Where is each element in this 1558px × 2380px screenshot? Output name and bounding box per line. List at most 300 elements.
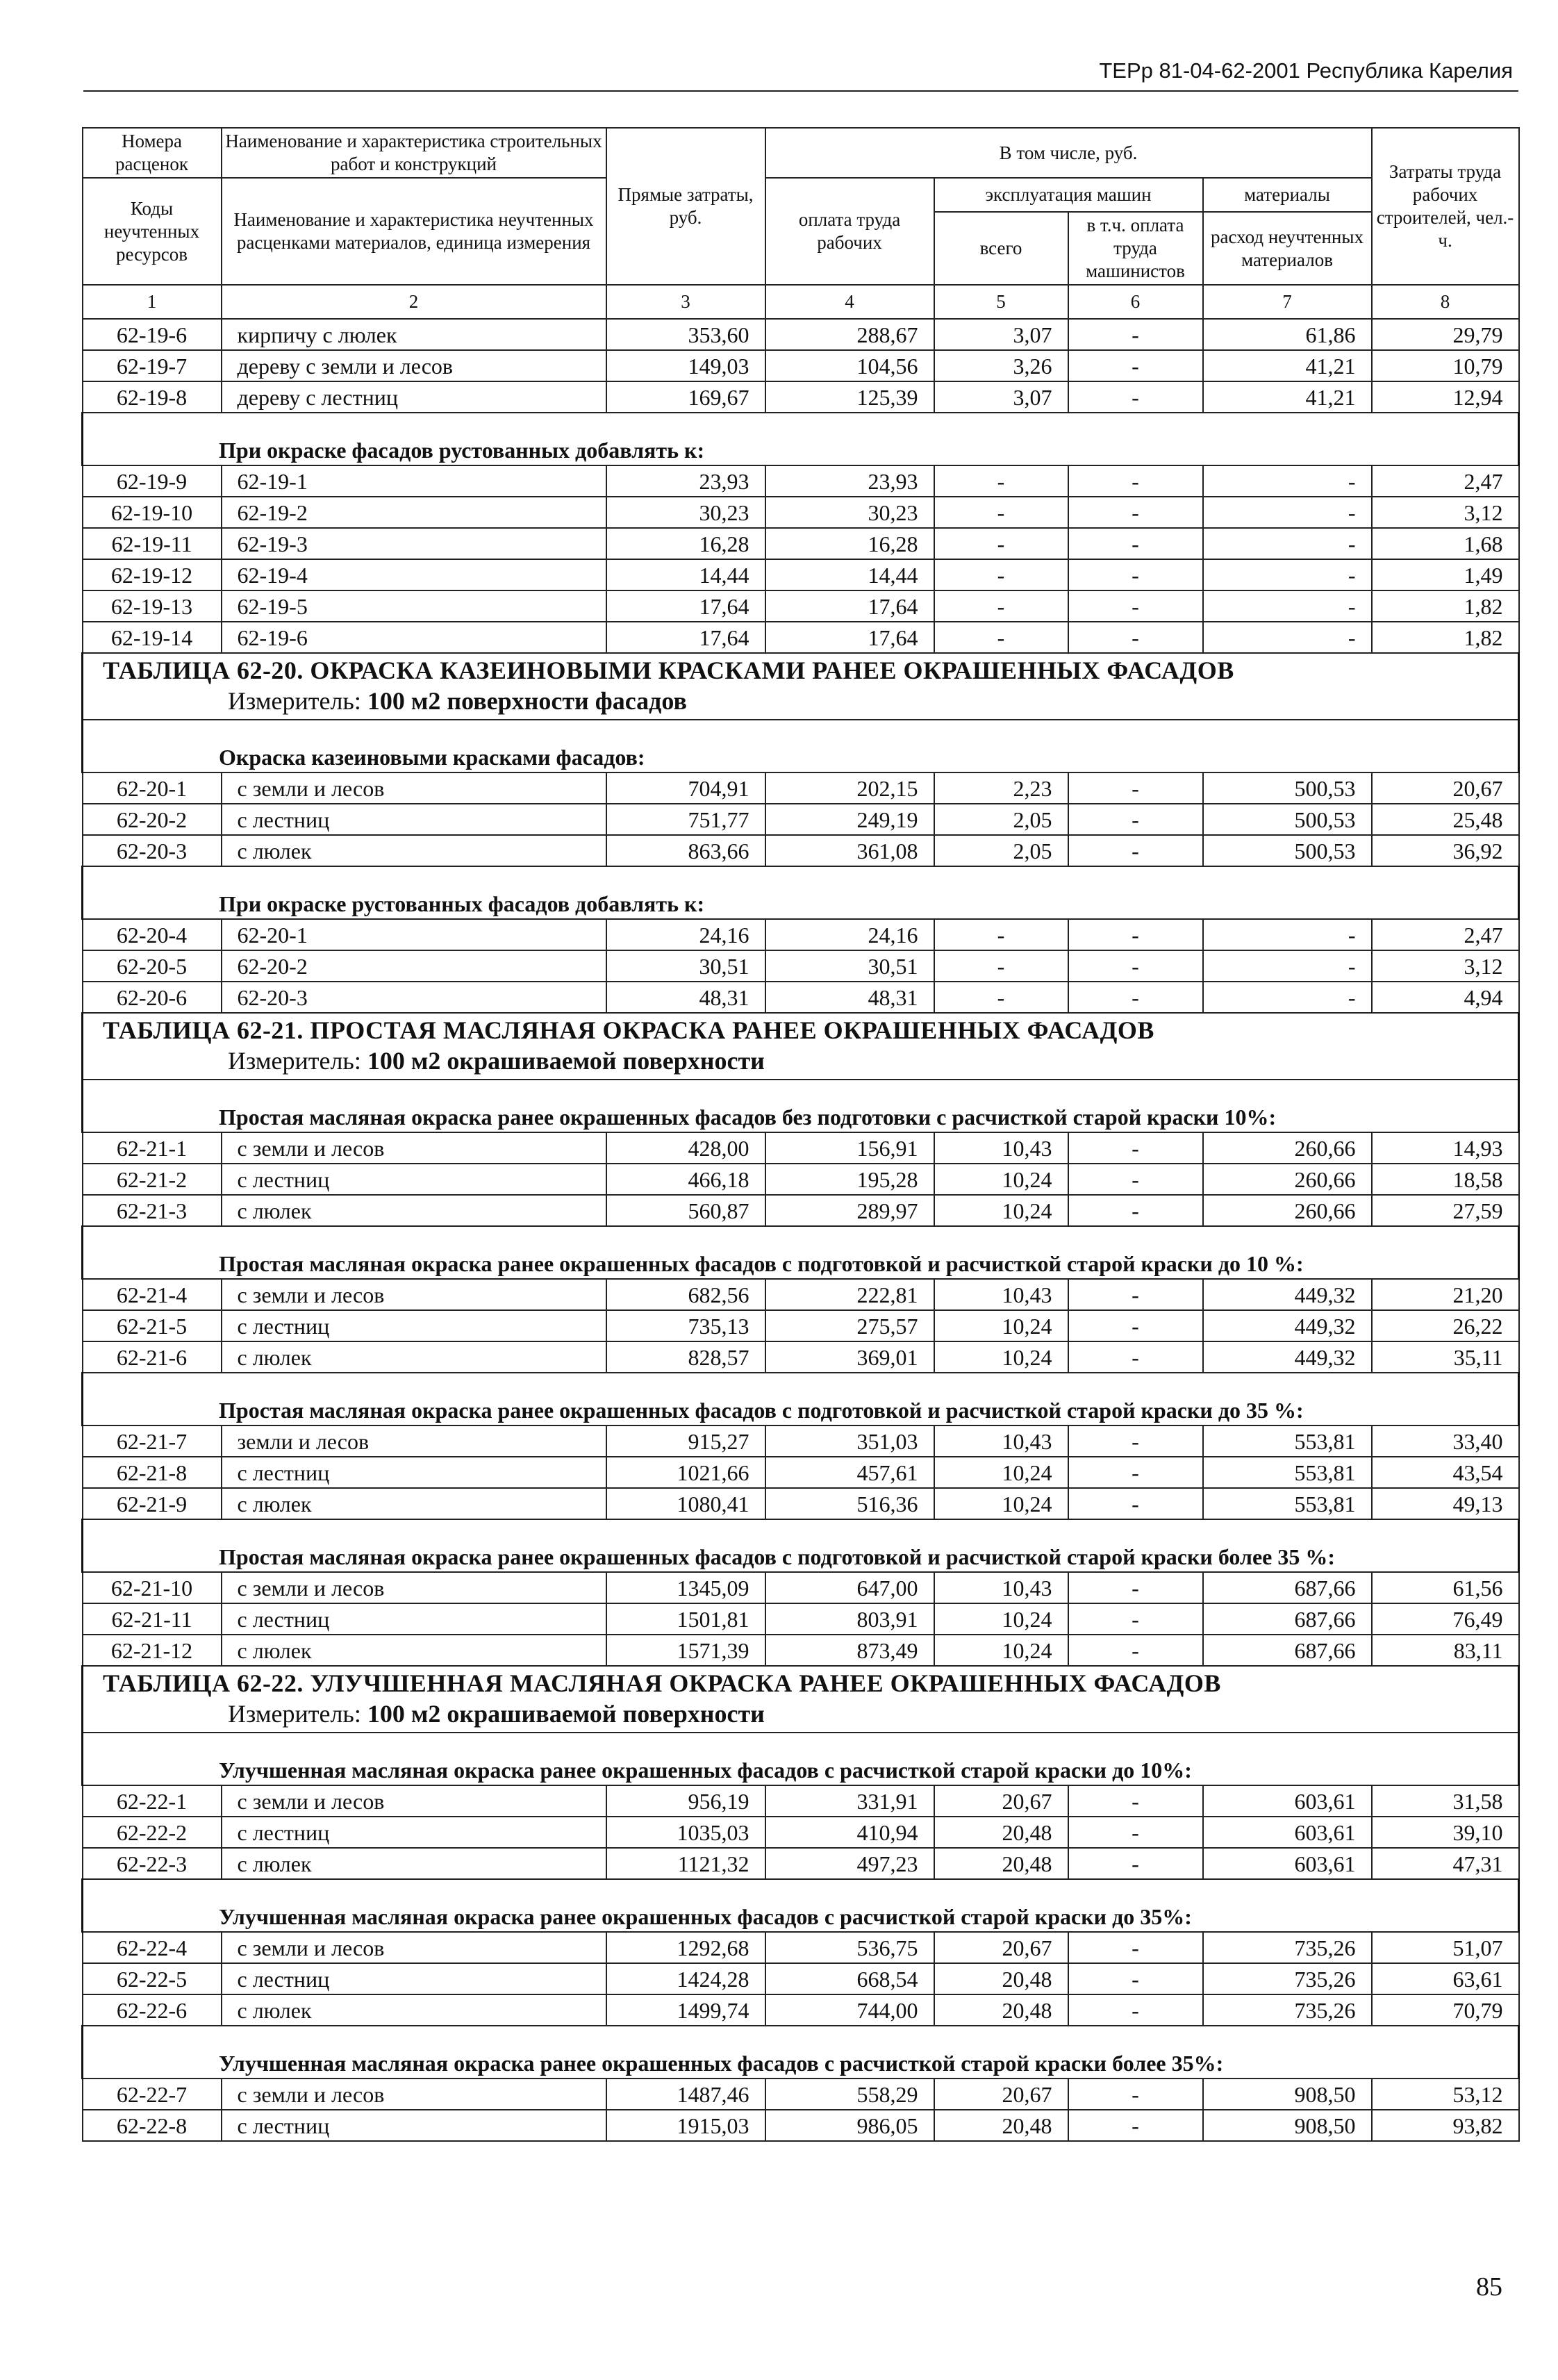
section-heading: Простая масляная окраска ранее окрашенных фасадов с подготовкой и расчисткой старой краски более 35 %: [83, 1519, 1519, 1572]
table-row [83, 2079, 1519, 2110]
machines-total-cell: 10,24 [934, 1457, 1068, 1488]
section-heading-row [83, 1373, 1519, 1425]
machines-labor-cell: - [1068, 2110, 1203, 2141]
materials-cell: 735,26 [1203, 1994, 1372, 2026]
work-name-cell: с люлек [222, 1635, 606, 1666]
machines-total-cell: 10,43 [934, 1279, 1068, 1310]
materials-cell: - [1203, 528, 1372, 559]
work-name-cell: кирпичу с люлек [222, 319, 606, 350]
machines-labor-cell: - [1068, 1488, 1203, 1519]
table-title-cell [83, 1013, 1519, 1080]
machines-total-cell: 3,07 [934, 319, 1068, 350]
machines-total-cell: 20,48 [934, 1994, 1068, 2026]
direct-costs-cell: 1292,68 [606, 1932, 765, 1963]
table-row [83, 1603, 1519, 1635]
measure-value: 100 м2 окрашиваемой поверхности [367, 1047, 765, 1075]
machines-total-cell: - [934, 590, 1068, 622]
table-row [83, 1195, 1519, 1226]
workers-cost-cell: 1,82 [1372, 590, 1519, 622]
section-heading-row [83, 1519, 1519, 1572]
work-name-cell: с земли и лесов [222, 1785, 606, 1817]
measure-unit [103, 1699, 1514, 1729]
labor-pay-cell: 17,64 [765, 590, 934, 622]
section-heading: Окраска казеиновыми красками фасадов: [83, 720, 1519, 772]
machines-labor-cell: - [1068, 772, 1203, 804]
section-heading: При окраске фасадов рустованных добавлять к: [83, 413, 1519, 465]
header-workers-cost: Затраты труда рабочих строителей, чел.-ч. [1372, 128, 1519, 285]
materials-cell: 687,66 [1203, 1572, 1372, 1603]
measure-label: Измеритель: [228, 1047, 361, 1075]
rate-code-cell: 62-22-4 [83, 1932, 222, 1963]
labor-pay-cell: 536,75 [765, 1932, 934, 1963]
labor-pay-cell: 457,61 [765, 1457, 934, 1488]
workers-cost-cell: 25,48 [1372, 804, 1519, 835]
workers-cost-cell: 93,82 [1372, 2110, 1519, 2141]
direct-costs-cell: 682,56 [606, 1279, 765, 1310]
direct-costs-cell: 863,66 [606, 835, 765, 866]
direct-costs-cell: 1121,32 [606, 1848, 765, 1879]
rate-code-cell: 62-20-5 [83, 950, 222, 982]
labor-pay-cell: 351,03 [765, 1425, 934, 1457]
direct-costs-cell: 353,60 [606, 319, 765, 350]
direct-costs-cell: 1915,03 [606, 2110, 765, 2141]
machines-labor-cell: - [1068, 835, 1203, 866]
labor-pay-cell: 249,19 [765, 804, 934, 835]
table-row [83, 950, 1519, 982]
machines-total-cell: 10,24 [934, 1635, 1068, 1666]
labor-pay-cell: 668,54 [765, 1963, 934, 1994]
machines-labor-cell: - [1068, 1932, 1203, 1963]
table-row [83, 772, 1519, 804]
machines-total-cell: - [934, 919, 1068, 950]
workers-cost-cell: 49,13 [1372, 1488, 1519, 1519]
section-heading: При окраске рустованных фасадов добавлять к: [83, 866, 1519, 919]
workers-cost-cell: 47,31 [1372, 1848, 1519, 1879]
machines-labor-cell: - [1068, 465, 1203, 497]
table-row [83, 1488, 1519, 1519]
machines-total-cell: - [934, 622, 1068, 653]
rate-code-cell: 62-21-5 [83, 1310, 222, 1341]
work-name-cell: с лестниц [222, 1457, 606, 1488]
table-row [83, 804, 1519, 835]
column-number: 2 [222, 285, 606, 319]
materials-cell: 735,26 [1203, 1932, 1372, 1963]
machines-labor-cell: - [1068, 622, 1203, 653]
section-heading-row [83, 720, 1519, 772]
labor-pay-cell: 23,93 [765, 465, 934, 497]
labor-pay-cell: 986,05 [765, 2110, 934, 2141]
table-row [83, 1848, 1519, 1879]
machines-total-cell: 20,48 [934, 1963, 1068, 1994]
rate-code-cell: 62-22-2 [83, 1817, 222, 1848]
measure-value: 100 м2 окрашиваемой поверхности [367, 1700, 765, 1728]
labor-pay-cell: 288,67 [765, 319, 934, 350]
machines-total-cell: 10,43 [934, 1572, 1068, 1603]
column-number: 5 [934, 285, 1068, 319]
labor-pay-cell: 125,39 [765, 381, 934, 413]
rate-code-cell: 62-19-6 [83, 319, 222, 350]
workers-cost-cell: 51,07 [1372, 1932, 1519, 1963]
machines-labor-cell: - [1068, 1310, 1203, 1341]
machines-labor-cell: - [1068, 1785, 1203, 1817]
rate-code-cell: 62-22-8 [83, 2110, 222, 2141]
rate-code-cell: 62-22-3 [83, 1848, 222, 1879]
direct-costs-cell: 1487,46 [606, 2079, 765, 2110]
materials-cell: 260,66 [1203, 1164, 1372, 1195]
direct-costs-cell: 1035,03 [606, 1817, 765, 1848]
workers-cost-cell: 33,40 [1372, 1425, 1519, 1457]
rate-code-cell: 62-21-6 [83, 1341, 222, 1373]
rate-code-cell: 62-21-4 [83, 1279, 222, 1310]
workers-cost-cell: 18,58 [1372, 1164, 1519, 1195]
work-name-cell: 62-20-1 [222, 919, 606, 950]
materials-cell: 687,66 [1203, 1635, 1372, 1666]
labor-pay-cell: 202,15 [765, 772, 934, 804]
machines-labor-cell: - [1068, 1457, 1203, 1488]
section-heading: Улучшенная масляная окраска ранее окрашенных фасадов с расчисткой старой краски более 35%: [83, 2026, 1519, 2079]
header-direct-costs: Прямые затраты, руб. [606, 128, 765, 285]
rate-code-cell: 62-19-9 [83, 465, 222, 497]
header-including: В том числе, руб. [765, 128, 1372, 178]
labor-pay-cell: 558,29 [765, 2079, 934, 2110]
work-name-cell: с люлек [222, 1341, 606, 1373]
measure-label: Измеритель: [228, 687, 361, 715]
table-row [83, 1310, 1519, 1341]
direct-costs-cell: 735,13 [606, 1310, 765, 1341]
section-heading-row [83, 1879, 1519, 1932]
table-title-cell [83, 653, 1519, 720]
materials-cell: 735,26 [1203, 1963, 1372, 1994]
direct-costs-cell: 560,87 [606, 1195, 765, 1226]
header-codes-name: Наименование и характеристика неучтенных расценками материалов, единица измерения [222, 178, 606, 285]
materials-cell: - [1203, 950, 1372, 982]
header-materials-use: расход неучтенных материалов [1203, 212, 1372, 285]
column-number: 4 [765, 285, 934, 319]
machines-total-cell: 10,24 [934, 1341, 1068, 1373]
header-codes: Коды неучтенных ресурсов [83, 178, 222, 285]
column-number: 8 [1372, 285, 1519, 319]
labor-pay-cell: 289,97 [765, 1195, 934, 1226]
labor-pay-cell: 195,28 [765, 1164, 934, 1195]
labor-pay-cell: 497,23 [765, 1848, 934, 1879]
rate-code-cell: 62-19-7 [83, 350, 222, 381]
materials-cell: 61,86 [1203, 319, 1372, 350]
direct-costs-cell: 149,03 [606, 350, 765, 381]
work-name-cell: с лестниц [222, 1963, 606, 1994]
workers-cost-cell: 21,20 [1372, 1279, 1519, 1310]
labor-pay-cell: 14,44 [765, 559, 934, 590]
materials-cell: 41,21 [1203, 350, 1372, 381]
work-name-cell: с люлек [222, 1994, 606, 2026]
table-row [83, 1164, 1519, 1195]
table-row [83, 1457, 1519, 1488]
measure-label: Измеритель: [228, 1700, 361, 1728]
table-row [83, 350, 1519, 381]
direct-costs-cell: 1499,74 [606, 1994, 765, 2026]
table-row [83, 1279, 1519, 1310]
machines-labor-cell: - [1068, 1572, 1203, 1603]
machines-labor-cell: - [1068, 497, 1203, 528]
workers-cost-cell: 63,61 [1372, 1963, 1519, 1994]
section-heading-row [83, 1080, 1519, 1132]
section-heading-row [83, 2026, 1519, 2079]
direct-costs-cell: 915,27 [606, 1425, 765, 1457]
rates-table [81, 127, 1520, 2142]
work-name-cell: с земли и лесов [222, 1572, 606, 1603]
workers-cost-cell: 14,93 [1372, 1132, 1519, 1164]
rate-code-cell: 62-21-8 [83, 1457, 222, 1488]
table-row [83, 982, 1519, 1013]
workers-cost-cell: 43,54 [1372, 1457, 1519, 1488]
table-row [83, 1425, 1519, 1457]
table-title-row [83, 653, 1519, 720]
direct-costs-cell: 24,16 [606, 919, 765, 950]
labor-pay-cell: 30,23 [765, 497, 934, 528]
direct-costs-cell: 1501,81 [606, 1603, 765, 1635]
materials-cell: 908,50 [1203, 2079, 1372, 2110]
work-name-cell: 62-19-3 [222, 528, 606, 559]
header-rate-no: Номера расценок [83, 128, 222, 178]
labor-pay-cell: 24,16 [765, 919, 934, 950]
materials-cell: 687,66 [1203, 1603, 1372, 1635]
column-numbers-row [83, 285, 1519, 319]
rate-code-cell: 62-20-6 [83, 982, 222, 1013]
rate-code-cell: 62-21-12 [83, 1635, 222, 1666]
labor-pay-cell: 516,36 [765, 1488, 934, 1519]
labor-pay-cell: 369,01 [765, 1341, 934, 1373]
machines-labor-cell: - [1068, 982, 1203, 1013]
rate-code-cell: 62-19-11 [83, 528, 222, 559]
rate-code-cell: 62-21-3 [83, 1195, 222, 1226]
column-number: 6 [1068, 285, 1203, 319]
workers-cost-cell: 20,67 [1372, 772, 1519, 804]
machines-total-cell: 10,43 [934, 1132, 1068, 1164]
workers-cost-cell: 76,49 [1372, 1603, 1519, 1635]
materials-cell: - [1203, 919, 1372, 950]
workers-cost-cell: 1,49 [1372, 559, 1519, 590]
work-name-cell: с лестниц [222, 1164, 606, 1195]
machines-total-cell: 2,05 [934, 835, 1068, 866]
rate-code-cell: 62-21-9 [83, 1488, 222, 1519]
machines-labor-cell: - [1068, 1425, 1203, 1457]
table-header [83, 128, 1519, 319]
labor-pay-cell: 873,49 [765, 1635, 934, 1666]
materials-cell: - [1203, 590, 1372, 622]
rate-code-cell: 62-21-11 [83, 1603, 222, 1635]
materials-cell: 603,61 [1203, 1817, 1372, 1848]
labor-pay-cell: 647,00 [765, 1572, 934, 1603]
machines-total-cell: 10,43 [934, 1425, 1068, 1457]
direct-costs-cell: 1571,39 [606, 1635, 765, 1666]
machines-total-cell: 2,23 [934, 772, 1068, 804]
rate-code-cell: 62-19-8 [83, 381, 222, 413]
work-name-cell: земли и лесов [222, 1425, 606, 1457]
workers-cost-cell: 4,94 [1372, 982, 1519, 1013]
work-name-cell: дереву с лестниц [222, 381, 606, 413]
table-row [83, 1932, 1519, 1963]
work-name-cell: с лестниц [222, 1817, 606, 1848]
section-heading: Простая масляная окраска ранее окрашенных фасадов с подготовкой и расчисткой старой краски до 10 %: [83, 1226, 1519, 1279]
labor-pay-cell: 222,81 [765, 1279, 934, 1310]
direct-costs-cell: 828,57 [606, 1341, 765, 1373]
labor-pay-cell: 744,00 [765, 1994, 934, 2026]
machines-labor-cell: - [1068, 804, 1203, 835]
machines-total-cell: 10,24 [934, 1603, 1068, 1635]
machines-labor-cell: - [1068, 1195, 1203, 1226]
work-name-cell: с лестниц [222, 2110, 606, 2141]
header-machines: эксплуатация машин [934, 178, 1203, 212]
workers-cost-cell: 29,79 [1372, 319, 1519, 350]
machines-total-cell: 20,67 [934, 1785, 1068, 1817]
machines-labor-cell: - [1068, 1817, 1203, 1848]
materials-cell: 41,21 [1203, 381, 1372, 413]
work-name-cell: с лестниц [222, 1310, 606, 1341]
document-title: ТЕРр 81-04-62-2001 Республика Карелия [1099, 58, 1513, 83]
direct-costs-cell: 169,67 [606, 381, 765, 413]
table-row [83, 1963, 1519, 1994]
work-name-cell: 62-19-5 [222, 590, 606, 622]
work-name-cell: 62-19-1 [222, 465, 606, 497]
section-heading: Простая масляная окраска ранее окрашенных фасадов без подготовки с расчисткой старой краски 10%: [83, 1080, 1519, 1132]
section-heading-row [83, 1733, 1519, 1785]
work-name-cell: с земли и лесов [222, 1932, 606, 1963]
direct-costs-cell: 16,28 [606, 528, 765, 559]
header-rate-name: Наименование и характеристика строительных работ и конструкций [222, 128, 606, 178]
table-row [83, 919, 1519, 950]
machines-labor-cell: - [1068, 950, 1203, 982]
workers-cost-cell: 2,47 [1372, 465, 1519, 497]
workers-cost-cell: 39,10 [1372, 1817, 1519, 1848]
materials-cell: 553,81 [1203, 1425, 1372, 1457]
direct-costs-cell: 704,91 [606, 772, 765, 804]
machines-labor-cell: - [1068, 1279, 1203, 1310]
machines-labor-cell: - [1068, 1963, 1203, 1994]
workers-cost-cell: 3,12 [1372, 497, 1519, 528]
direct-costs-cell: 751,77 [606, 804, 765, 835]
workers-cost-cell: 26,22 [1372, 1310, 1519, 1341]
work-name-cell: 62-20-2 [222, 950, 606, 982]
machines-labor-cell: - [1068, 2079, 1203, 2110]
workers-cost-cell: 83,11 [1372, 1635, 1519, 1666]
materials-cell: - [1203, 465, 1372, 497]
rate-code-cell: 62-19-12 [83, 559, 222, 590]
rate-code-cell: 62-21-2 [83, 1164, 222, 1195]
page-number: 85 [1476, 2272, 1502, 2302]
machines-total-cell: - [934, 497, 1068, 528]
rate-code-cell: 62-19-14 [83, 622, 222, 653]
direct-costs-cell: 23,93 [606, 465, 765, 497]
machines-labor-cell: - [1068, 528, 1203, 559]
work-name-cell: с лестниц [222, 1603, 606, 1635]
work-name-cell: 62-19-6 [222, 622, 606, 653]
direct-costs-cell: 956,19 [606, 1785, 765, 1817]
workers-cost-cell: 1,68 [1372, 528, 1519, 559]
column-number: 3 [606, 285, 765, 319]
machines-labor-cell: - [1068, 1164, 1203, 1195]
labor-pay-cell: 361,08 [765, 835, 934, 866]
workers-cost-cell: 2,47 [1372, 919, 1519, 950]
machines-total-cell: 10,24 [934, 1164, 1068, 1195]
section-heading-row [83, 866, 1519, 919]
table-body [83, 319, 1519, 2141]
table-row [83, 319, 1519, 350]
machines-labor-cell: - [1068, 381, 1203, 413]
materials-cell: - [1203, 622, 1372, 653]
table-row [83, 1635, 1519, 1666]
column-number: 7 [1203, 285, 1372, 319]
header-machines-total: всего [934, 212, 1068, 285]
section-heading: Улучшенная масляная окраска ранее окрашенных фасадов с расчисткой старой краски до 10%: [83, 1733, 1519, 1785]
work-name-cell: с люлек [222, 835, 606, 866]
direct-costs-cell: 48,31 [606, 982, 765, 1013]
direct-costs-cell: 30,51 [606, 950, 765, 982]
materials-cell: 449,32 [1203, 1310, 1372, 1341]
labor-pay-cell: 156,91 [765, 1132, 934, 1164]
table-title-row [83, 1666, 1519, 1733]
machines-total-cell: - [934, 528, 1068, 559]
materials-cell: - [1203, 559, 1372, 590]
workers-cost-cell: 27,59 [1372, 1195, 1519, 1226]
workers-cost-cell: 35,11 [1372, 1341, 1519, 1373]
work-name-cell: с земли и лесов [222, 772, 606, 804]
workers-cost-cell: 10,79 [1372, 350, 1519, 381]
materials-cell: 500,53 [1203, 835, 1372, 866]
machines-total-cell: - [934, 982, 1068, 1013]
direct-costs-cell: 428,00 [606, 1132, 765, 1164]
machines-total-cell: - [934, 465, 1068, 497]
rate-code-cell: 62-22-6 [83, 1994, 222, 2026]
workers-cost-cell: 61,56 [1372, 1572, 1519, 1603]
machines-labor-cell: - [1068, 1994, 1203, 2026]
table-row [83, 1785, 1519, 1817]
machines-total-cell: 2,05 [934, 804, 1068, 835]
workers-cost-cell: 12,94 [1372, 381, 1519, 413]
table-title-row [83, 1013, 1519, 1080]
page-header [83, 47, 1518, 92]
labor-pay-cell: 275,57 [765, 1310, 934, 1341]
direct-costs-cell: 17,64 [606, 622, 765, 653]
labor-pay-cell: 410,94 [765, 1817, 934, 1848]
machines-total-cell: 3,07 [934, 381, 1068, 413]
workers-cost-cell: 31,58 [1372, 1785, 1519, 1817]
workers-cost-cell: 53,12 [1372, 2079, 1519, 2110]
table-title: ТАБЛИЦА 62-21. ПРОСТАЯ МАСЛЯНАЯ ОКРАСКА РАНЕЕ ОКРАШЕННЫХ ФАСАДОВ [103, 1016, 1154, 1044]
direct-costs-cell: 30,23 [606, 497, 765, 528]
direct-costs-cell: 1345,09 [606, 1572, 765, 1603]
work-name-cell: 62-19-2 [222, 497, 606, 528]
table-title-cell [83, 1666, 1519, 1733]
rate-code-cell: 62-20-1 [83, 772, 222, 804]
workers-cost-cell: 1,82 [1372, 622, 1519, 653]
measure-value: 100 м2 поверхности фасадов [367, 687, 687, 715]
labor-pay-cell: 30,51 [765, 950, 934, 982]
labor-pay-cell: 17,64 [765, 622, 934, 653]
materials-cell: 449,32 [1203, 1279, 1372, 1310]
table-row [83, 2110, 1519, 2141]
machines-total-cell: - [934, 950, 1068, 982]
rate-code-cell: 62-22-5 [83, 1963, 222, 1994]
rate-code-cell: 62-21-1 [83, 1132, 222, 1164]
workers-cost-cell: 3,12 [1372, 950, 1519, 982]
machines-total-cell: 20,48 [934, 1817, 1068, 1848]
table-row [83, 1572, 1519, 1603]
machines-labor-cell: - [1068, 1132, 1203, 1164]
header-machines-labor: в т.ч. оплата труда машинистов [1068, 212, 1203, 285]
work-name-cell: 62-19-4 [222, 559, 606, 590]
direct-costs-cell: 1021,66 [606, 1457, 765, 1488]
rate-code-cell: 62-19-10 [83, 497, 222, 528]
section-heading: Улучшенная масляная окраска ранее окрашенных фасадов с расчисткой старой краски до 35%: [83, 1879, 1519, 1932]
